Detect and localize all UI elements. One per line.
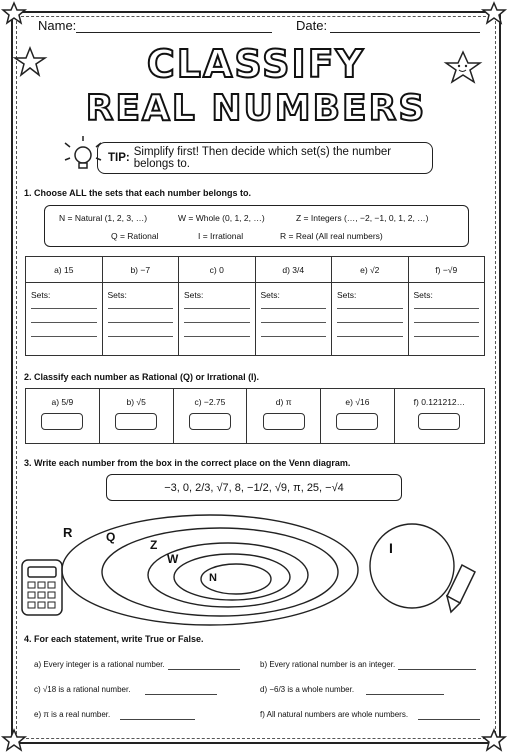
- key-rational: Q = Rational: [111, 231, 159, 241]
- q2-answer-box[interactable]: [336, 413, 378, 430]
- q2-prompt: 2. Classify each number as Rational (Q) or Irrational (I).: [24, 372, 260, 382]
- q4-answer-line[interactable]: [120, 719, 195, 720]
- sets-label: Sets:: [31, 290, 51, 300]
- q4-prompt: 4. For each statement, write True or False.: [24, 634, 204, 644]
- venn-label-r: R: [63, 525, 73, 540]
- key-irrational: I = Irrational: [198, 231, 244, 241]
- q1-answer-cell[interactable]: [102, 283, 179, 356]
- q4-answer-line[interactable]: [366, 694, 444, 695]
- q2-item: a) 5/9: [51, 397, 74, 407]
- q4-answer-line[interactable]: [145, 694, 217, 695]
- calculator-icon: [22, 560, 62, 615]
- key-integers: Z = Integers (…, −2, −1, 0, 1, 2, …): [296, 213, 429, 223]
- q1-item: b) −7: [102, 257, 179, 283]
- q4-statement: a) Every integer is a rational number.: [34, 660, 165, 669]
- sets-label: Sets:: [260, 290, 280, 300]
- number-box: −3, 0, 2/3, √7, 8, −1/2, √9, π, 25, −√4: [106, 474, 402, 501]
- venn-label-w: W: [167, 552, 179, 566]
- q4-answer-line[interactable]: [418, 719, 480, 720]
- q4-statement: c) √18 is a rational number.: [34, 685, 131, 694]
- q2-answer-box[interactable]: [418, 413, 460, 430]
- name-label: Name:: [38, 18, 77, 33]
- set-key: [44, 205, 469, 247]
- q3-prompt: 3. Write each number from the box in the correct place on the Venn diagram.: [24, 458, 351, 468]
- key-natural: N = Natural (1, 2, 3, …): [59, 213, 148, 223]
- q2-item: e) √16: [345, 397, 370, 407]
- venn-w: [174, 554, 290, 600]
- q2-answer-box[interactable]: [263, 413, 305, 430]
- lightbulb-icon: [65, 136, 101, 168]
- q4-statement: d) −6/3 is a whole number.: [260, 685, 355, 694]
- sets-label: Sets:: [413, 290, 433, 300]
- venn-label-q: Q: [106, 530, 116, 544]
- q1-item: f) −√9: [408, 257, 485, 283]
- star-icon: [483, 3, 505, 23]
- q2-answer-box[interactable]: [41, 413, 83, 430]
- tip-label: TIP:: [108, 152, 130, 164]
- q1-answer-cell[interactable]: [179, 283, 256, 356]
- q1-table: [25, 256, 485, 356]
- q1-item: e) √2: [332, 257, 409, 283]
- sets-label: Sets:: [107, 290, 127, 300]
- star-icon: [483, 730, 505, 750]
- venn-label-z: Z: [150, 538, 158, 552]
- q2-item: d) π: [275, 397, 292, 407]
- date-label: Date:: [296, 18, 328, 33]
- q1-item: a) 15: [26, 257, 103, 283]
- tip-text: Simplify first! Then decide which set(s) the number belongs to.: [133, 146, 392, 170]
- q4-statement: b) Every rational number is an integer.: [260, 660, 396, 669]
- q1-answer-cell[interactable]: [408, 283, 485, 356]
- sets-label: Sets:: [337, 290, 357, 300]
- name-field[interactable]: [76, 32, 272, 33]
- q1-answer-cell[interactable]: [26, 283, 103, 356]
- q2-item: f) 0.121212…: [413, 397, 466, 407]
- q2-item: c) −2.75: [194, 397, 226, 407]
- venn-q: [102, 528, 338, 616]
- q4-statement: e) π is a real number.: [34, 710, 111, 719]
- q4-statement: f) All natural numbers are whole numbers.: [260, 710, 409, 719]
- pencil-icon: [447, 565, 475, 612]
- key-real: R = Real (All real numbers): [280, 231, 383, 241]
- star-icon: [3, 3, 25, 23]
- q2-item: b) √5: [126, 397, 146, 407]
- venn-label-n: N: [209, 572, 217, 584]
- q4-answer-line[interactable]: [398, 669, 476, 670]
- q1-answer-cell[interactable]: [332, 283, 409, 356]
- date-field[interactable]: [330, 32, 480, 33]
- q2-answer-box[interactable]: [189, 413, 231, 430]
- venn-diagram: [62, 515, 454, 625]
- star-icon: [3, 730, 25, 750]
- q1-item: d) 3/4: [255, 257, 332, 283]
- q2-table: [25, 388, 485, 444]
- q1-answer-cell[interactable]: [255, 283, 332, 356]
- title-line1: CLASSIFY: [146, 42, 366, 86]
- venn-i: [370, 524, 454, 608]
- q4-answer-line[interactable]: [168, 669, 240, 670]
- tip-box: [97, 142, 433, 174]
- sets-label: Sets:: [184, 290, 204, 300]
- q1-item: c) 0: [179, 257, 256, 283]
- key-whole: W = Whole (0, 1, 2, …): [178, 213, 265, 223]
- venn-label-i: I: [389, 540, 393, 556]
- title-line2: REAL NUMBERS: [85, 88, 427, 129]
- q1-prompt: 1. Choose ALL the sets that each number belongs to.: [24, 188, 252, 198]
- q2-answer-box[interactable]: [115, 413, 157, 430]
